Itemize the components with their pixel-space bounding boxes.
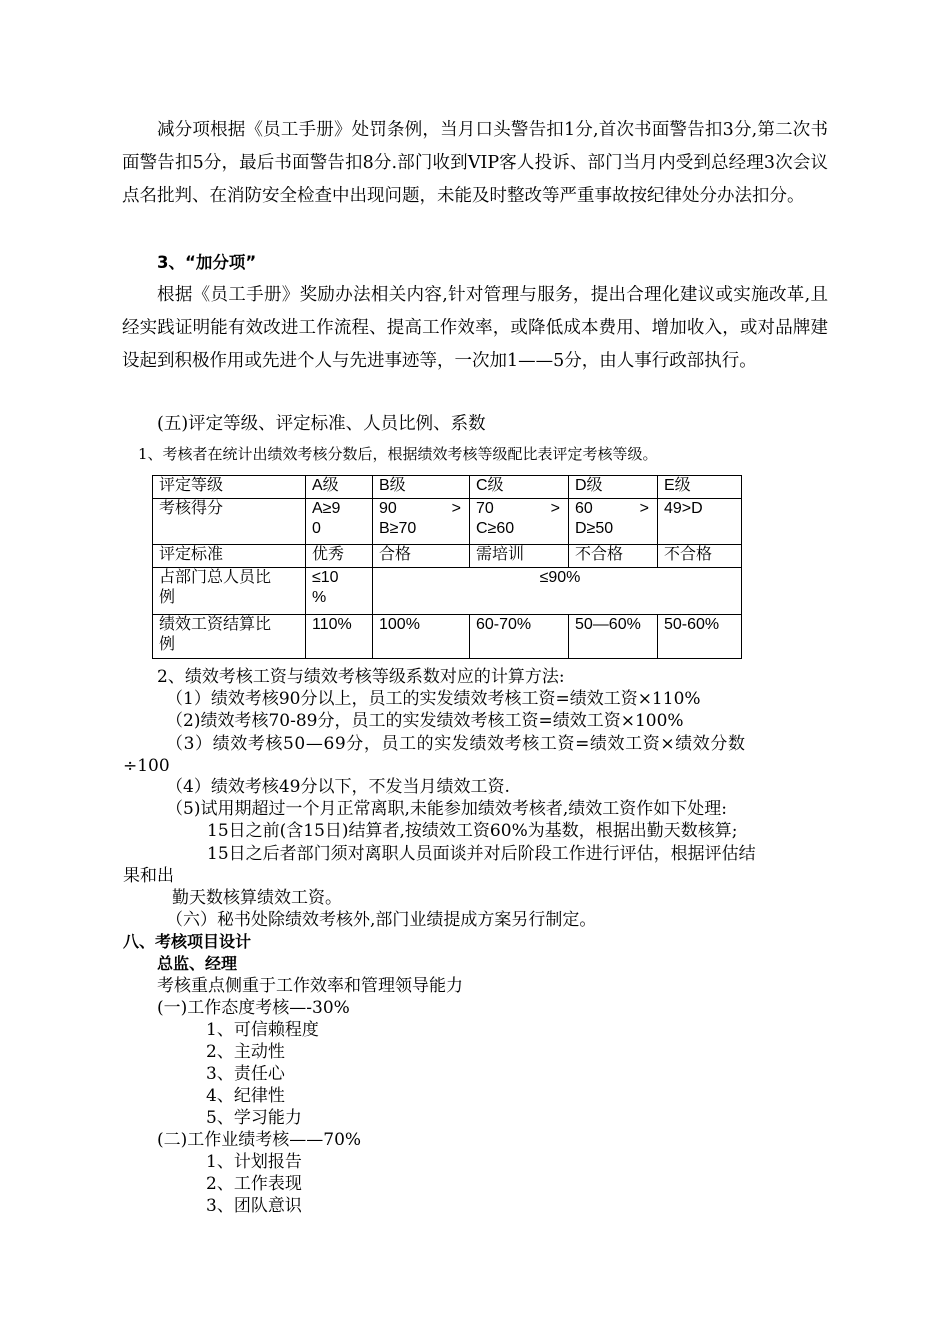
list-item: 3、团队意识 (206, 1196, 302, 1216)
score-b-line1b: > (451, 500, 461, 517)
table-cell (153, 568, 306, 615)
table-cell: 评定标准 (153, 545, 306, 568)
section8-focus: 考核重点侧重于工作效率和管理领导能力 (157, 976, 463, 996)
calc-item-5b-line2: 果和出 (123, 866, 174, 886)
table-cell (470, 499, 569, 545)
section8-subtitle: 总监、经理 (157, 954, 238, 973)
attitude-title: (一)工作态度考核—-30% (157, 998, 350, 1018)
table-row (153, 499, 742, 545)
table-cell (306, 499, 373, 545)
table-cell: 需培训 (470, 545, 569, 568)
list-item: 5、学习能力 (206, 1108, 302, 1128)
calc-item-5a: 15日之前(含15日)结算者,按绩效工资60%为基数，根据出勤天数核算; (207, 821, 738, 841)
performance-title: (二)工作业绩考核——70% (157, 1130, 362, 1150)
table-cell: 考核得分 (153, 499, 306, 545)
table-cell: B级 (373, 476, 470, 499)
table-cell (306, 568, 373, 615)
score-d-line2: D≥50 (575, 520, 614, 537)
table-cell: 60-70% (470, 615, 569, 659)
ratio-a-line2: % (312, 589, 327, 606)
calc-item-3-line2: ÷100 (123, 756, 170, 776)
table-cell: D级 (569, 476, 658, 499)
table-row (153, 545, 742, 568)
calc-item-2: （2)绩效考核70-89分，员工的实发绩效考核工资=绩效工资×100% (166, 711, 684, 731)
ratio-label-line1: 占部门总人员比 (159, 569, 272, 586)
calc-title: 2、绩效考核工资与绩效考核等级系数对应的计算方法: (157, 667, 565, 687)
table-intro: 1、考核者在统计出绩效考核分数后，根据绩效考核等级配比表评定考核等级。 (138, 445, 658, 463)
list-item: 4、纪律性 (206, 1086, 285, 1106)
table-cell: 50-60% (658, 615, 742, 659)
score-d-line1a: 60 (575, 500, 593, 517)
grade-ratio-table (152, 475, 742, 659)
table-cell (153, 615, 306, 659)
table-row (153, 568, 742, 615)
table-cell (569, 499, 658, 545)
list-item: 1、可信赖程度 (206, 1020, 319, 1040)
score-c-line1b: > (550, 500, 560, 517)
calc-item-5b-line1: 15日之后者部门须对离职人员面谈并对后阶段工作进行评估，根据评估结 (207, 844, 756, 864)
section8-title: 八、考核项目设计 (123, 932, 252, 951)
calc-item-1: （1）绩效考核90分以上，员工的实发绩效考核工资=绩效工资×110% (166, 689, 701, 709)
score-c-line1a: 70 (476, 500, 494, 517)
table-row (153, 476, 742, 499)
calc-item-4: （4）绩效考核49分以下，不发当月绩效工资. (166, 777, 510, 797)
bonus-paragraph: 根据《员工手册》奖励办法相关内容,针对管理与服务，提出合理化建议或实施改革,且经实践证明能有效改进工作流程、提高工作效率，或降低成本费用、增加收入，或对品牌建设起到积极作用或先进个人与先进事迹等，一次加1——5分，由人事行政部执行。 (122, 285, 828, 371)
table-cell: 优秀 (306, 545, 373, 568)
score-d-line1b: > (639, 500, 649, 517)
table-cell: 49>D (658, 499, 742, 545)
pay-label-line2: 例 (159, 636, 176, 653)
table-cell: E级 (658, 476, 742, 499)
score-b-line2: B≥70 (379, 520, 417, 537)
table-cell: 50—60% (569, 615, 658, 659)
table-cell (373, 499, 470, 545)
section6-text: （六）秘书处除绩效考核外,部门业绩提成方案另行制定。 (166, 910, 597, 930)
deduction-paragraph: 减分项根据《员工手册》处罚条例，当月口头警告扣1分,首次书面警告扣3分,第二次书面警告扣5分，最后书面警告扣8分.部门收到VIP客人投诉、部门当月内受到总经理3次会议点名批判、在消防安全检查中出现问题，未能及时整改等严重事故按纪律处分办法扣分。 (122, 120, 828, 206)
bonus-heading: 3、“加分项” (157, 253, 257, 272)
score-b-line1a: 90 (379, 500, 397, 517)
table-row (153, 615, 742, 659)
table-cell: 不合格 (569, 545, 658, 568)
score-a-line1: A≥9 (312, 500, 341, 517)
section5-title: (五)评定等级、评定标准、人员比例、系数 (157, 414, 486, 434)
table-cell: 100% (373, 615, 470, 659)
list-item: 2、主动性 (206, 1042, 285, 1062)
pay-label-line1: 绩效工资结算比 (159, 616, 272, 633)
table-cell: 110% (306, 615, 373, 659)
table-cell: 评定等级 (153, 476, 306, 499)
ratio-a-line1: ≤10 (312, 569, 339, 586)
list-item: 1、计划报告 (206, 1152, 302, 1172)
table-cell: 不合格 (658, 545, 742, 568)
table-cell: A级 (306, 476, 373, 499)
calc-item-3-line1: （3）绩效考核50—69分，员工的实发绩效考核工资=绩效工资×绩效分数 (166, 734, 746, 754)
score-a-line2: 0 (312, 520, 321, 537)
list-item: 2、工作表现 (206, 1174, 302, 1194)
calc-item-5b-line3: 勤天数核算绩效工资。 (172, 888, 342, 908)
table-cell: C级 (470, 476, 569, 499)
table-cell: 合格 (373, 545, 470, 568)
score-c-line2: C≥60 (476, 520, 515, 537)
table-cell: ≤90% (373, 568, 742, 615)
calc-item-5: （5)试用期超过一个月正常离职,未能参加绩效考核者,绩效工资作如下处理: (166, 799, 727, 819)
ratio-label-line2: 例 (159, 589, 176, 606)
list-item: 3、责任心 (206, 1064, 285, 1084)
